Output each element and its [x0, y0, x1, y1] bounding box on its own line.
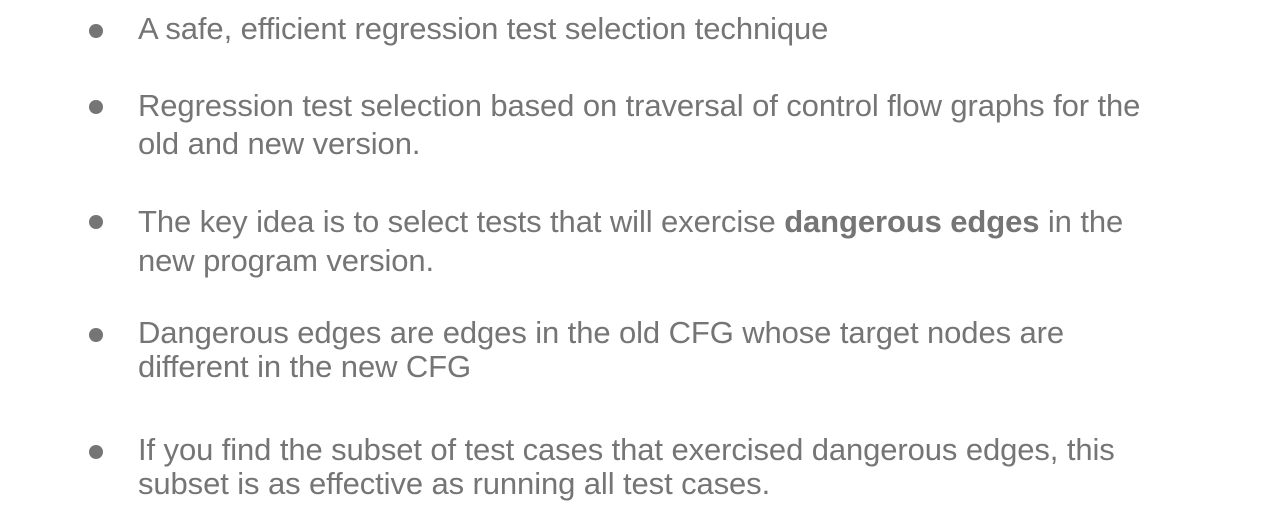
bullet-text-segment: The key idea is to select tests that will exercise — [138, 204, 785, 239]
bullet-line: old and new version. — [138, 126, 421, 161]
bullet-line: A safe, efficient regression test selection technique — [138, 11, 829, 46]
bullet-line: new program version. — [138, 243, 435, 278]
bullet-line — [138, 202, 1213, 241]
bullet-icon — [89, 328, 103, 342]
bullet-icon — [89, 24, 103, 38]
bullet-text-segment: in the — [1039, 204, 1124, 239]
bullet-text — [138, 202, 1213, 280]
bullet-text — [138, 316, 1213, 384]
bullet-line: Regression test selection based on traversal of control flow graphs for the — [138, 88, 1141, 123]
bullet-icon — [89, 215, 103, 229]
bullet-icon — [89, 445, 103, 459]
bold-term: dangerous edges — [784, 204, 1040, 239]
bullet-icon — [89, 100, 103, 114]
bullet-text — [138, 433, 1213, 501]
bullet-line: Dangerous edges are edges in the old CFG whose target nodes are — [138, 315, 1065, 350]
bullet-text — [138, 10, 1213, 48]
bullet-text — [138, 87, 1213, 163]
bullet-line: If you find the subset of test cases that exercised dangerous edges, this — [138, 432, 1115, 467]
bullet-line: different in the new CFG — [138, 349, 472, 384]
bullet-line: subset is as effective as running all test cases. — [138, 466, 771, 501]
